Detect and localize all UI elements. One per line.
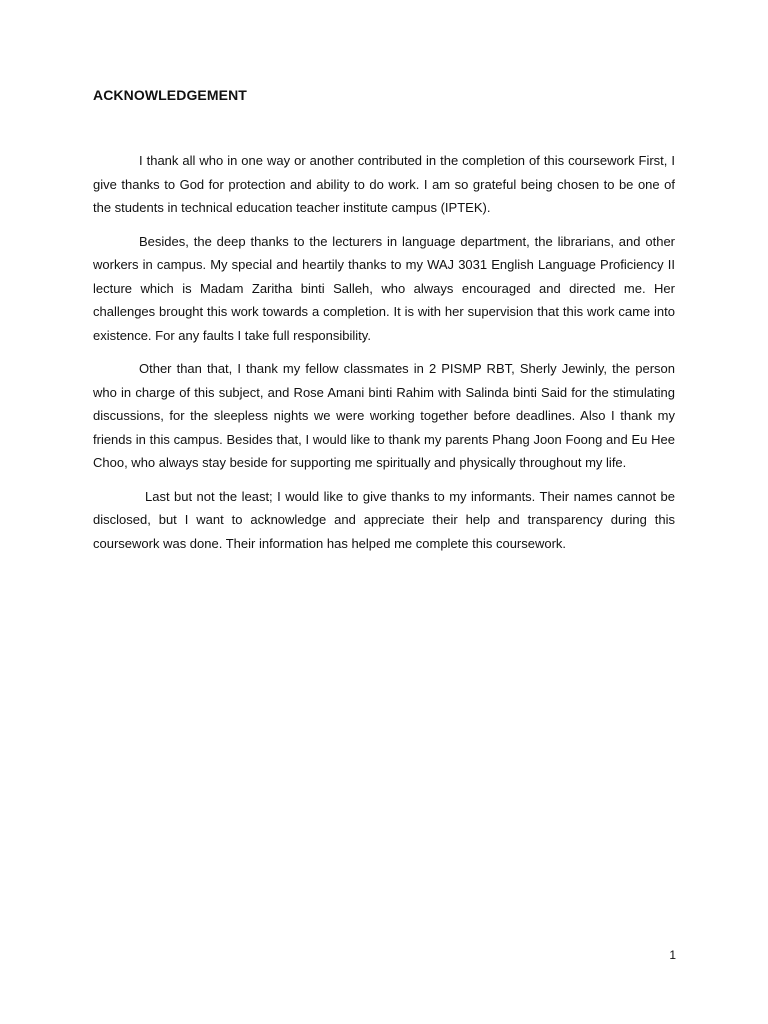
page-number: 1 [669, 948, 676, 962]
page-title: ACKNOWLEDGEMENT [93, 87, 247, 103]
paragraph-2: Besides, the deep thanks to the lecturers in language department, the librarians, and other workers in campus. My special and heartily thanks to my WAJ 3031 English Language Proficiency II lecture which is Madam Zaritha binti Salleh, who always encouraged and directed me. Her challenges brought this work towards a completion. It is with her supervision that this work came into existence. For any faults I take full responsibility. [93, 233, 675, 343]
paragraph-3: Other than that, I thank my fellow classmates in 2 PISMP RBT, Sherly Jewinly, the person who in charge of this subject, and Rose Amani binti Rahim with Salinda binti Said for the stimulating discussions, for the sleepless nights we were working together before deadlines. Also I thank my friends in this campus. Besides that, I would like to thank my parents Phang Joon Foong and Eu Hee Choo, who always stay beside for supporting me spiritually and physically throughout my life. [93, 361, 675, 470]
paragraph-1: I thank all who in one way or another contributed in the completion of this coursework First, I give thanks to God for protection and ability to do work. I am so grateful being chosen to be one of the students in technical education teacher institute campus (IPTEK). [93, 153, 675, 215]
document-body [93, 149, 675, 565]
paragraph-4: Last but not the least; I would like to give thanks to my informants. Their names cannot be disclosed, but I want to acknowledge and appreciate their help and transparency during this coursework was done. Their information has helped me complete this coursework. [93, 488, 675, 551]
